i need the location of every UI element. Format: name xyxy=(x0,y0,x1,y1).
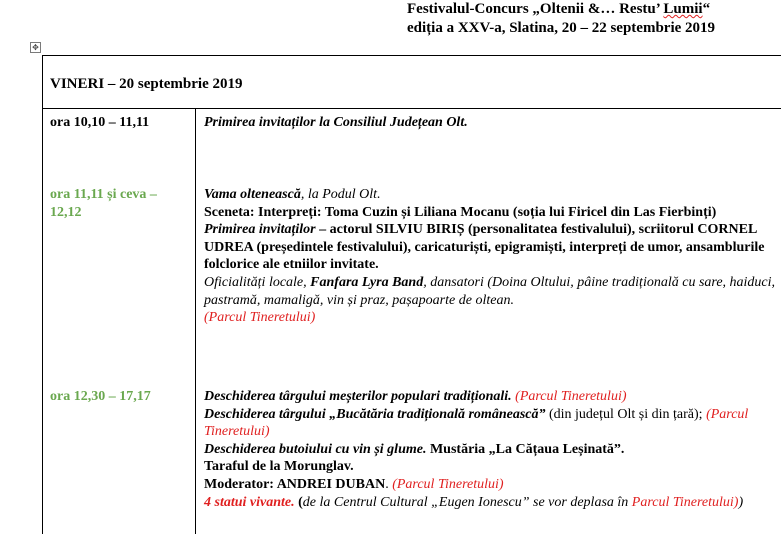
event-description: Primirea invitaților la Consiliul Județean Olt. xyxy=(204,115,468,130)
table-border-mid xyxy=(195,108,196,534)
day-heading: VINERI – 20 septembrie 2019 xyxy=(50,76,243,92)
table-border-left xyxy=(42,55,43,534)
time-slot: ora 10,10 – 11,11 xyxy=(50,115,150,130)
misspelled-word: Lumii xyxy=(663,1,703,17)
document-header xyxy=(407,0,715,38)
time-slot: ora 12,30 – 17,17 xyxy=(50,389,151,404)
schedule-table xyxy=(42,55,781,534)
event-description: Deschiderea târgului meșterilor populari tradiționali. (Parcul Tineretului) Deschiderea târgului „Bucătăria tradițională românească” (din județul Olt și din țară); (Parcul Tineretului) Deschiderea butoiului cu vin și glume. Mustăria „La Cățaua Leșinată”. Taraful de la Morunglav. Moderator: ANDREI DUBAN. (Parcul Tineretului) 4 statui vivante. (de la Centrul Cultural „Eugen Ionescu” se vor deplasa în Parcul Tineretului)) xyxy=(204,389,749,510)
header-edition: ediția a XXV-a, Slatina, 20 – 22 septembrie 2019 xyxy=(407,20,716,36)
move-anchor-icon[interactable]: ✥ xyxy=(30,42,41,53)
event-description: Vama oltenească, la Podul Olt. Sceneta: Interpreți: Toma Cuzin și Liliana Mocanu (soția lui Firicel din Las Fierbinți) Primirea invitaților – actorul SILVIU BIRIȘ (personalitatea festivalului), scriitorul CORNEL UDREA (președintele festivalului), caricaturiști, epigramiști, interpreți de umor, ansamblurile folclorice ale etniilor invitate. Oficialități locale, Fanfara Lyra Band, dansatori (Doina Oltului, pâine tradițională cu sare, haiduci, pastramă, mamaligă, vin și praz, pașapoarte de oltean. (Parcul Tineretului) xyxy=(204,187,776,326)
table-border-row xyxy=(42,108,781,109)
time-slot: ora 11,11 și ceva – 12,12 xyxy=(50,187,157,220)
header-title: Festivalul-Concurs „Oltenii &… Restu’ Lumii“ xyxy=(407,1,711,17)
table-border-top xyxy=(42,55,781,56)
